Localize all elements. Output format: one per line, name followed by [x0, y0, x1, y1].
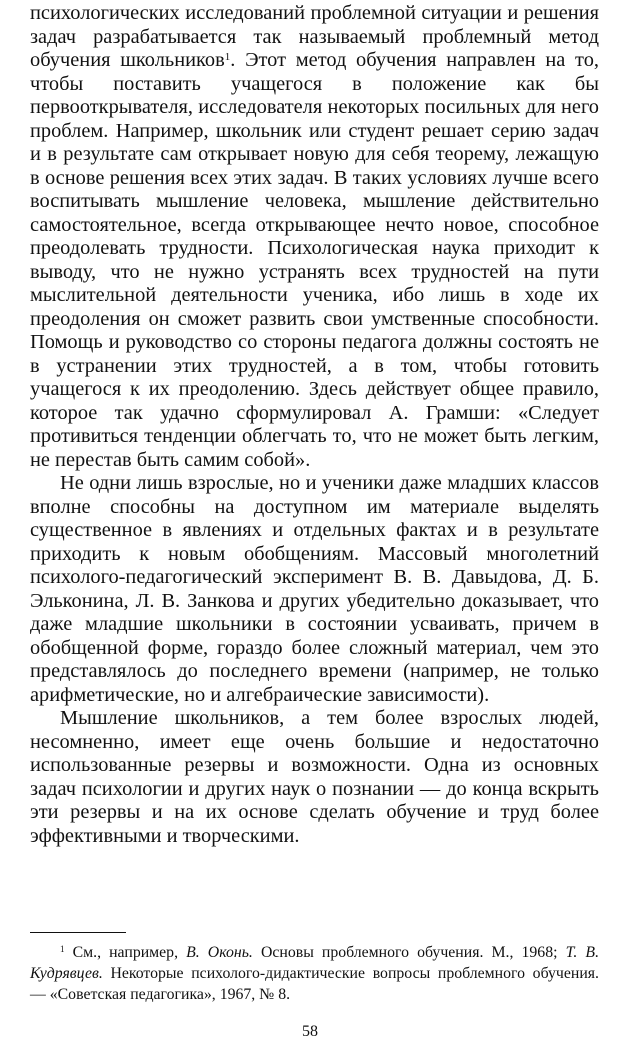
paragraph-1-text-after-note: . Этот метод обучения направлен на то, чтобы поставить учащегося в положение как бы первооткрывателя, исследователя некоторых посильных для него проблем. Например, школьник или студент решает серию задач и в результате сам открывает новую для себя теорему, лежащую в основе решения всех этих задач. В таких условиях лучше всего воспитывать мышление человека, мышление действительно самостоятельное, всегда открывающее нечто новое, способное преодолевать трудности. Психологическая наука приходит к выводу, что не нужно устранять всех трудностей на пути мыслительной деятельности ученика, ибо лишь в ходе их преодоления он сможет развить свои умственные способности. Помощь и руководство со стороны педагога должны состоять не в устранении этих трудностей, а в том, чтобы готовить учащегося к их преодолению. Здесь действует общее правило, которое так удачно сформулировал А. Грамши: «Следует противиться тенденции облегчать то, что не может быть легким, не перестав быть самим собой».: [30, 49, 599, 471]
paragraph-2: Не одни лишь взрослые, но и ученики даже младших классов вполне способны на доступном им материале выделять существенное в явлениях и отдельных фактах и в результате приходить к новым обобщениям. Массовый многолетний психолого-педагогический эксперимент В. В. Давыдова, Д. Б. Эльконина, Л. В. Занкова и других убедительно доказывает, что даже младшие школьники в состоянии усваивать, причем в обобщенной форме, гораздо более сложный материал, чем это представлялось до последнего времени (например, не только арифметические, но и алгебраические зависимости).: [30, 472, 599, 706]
footnote-work-2: Некоторые психолого-дидактические вопросы проблемного обучения. — «Советская педагогика», 1967, № 8.: [30, 965, 599, 1003]
footnote-author-2: Т. В. Кудрявцев.: [30, 944, 600, 982]
paragraph-1-text-before-note: психологических исследований проблемной ситуации и решения задач разрабатывается так называемый проблемный метод обучения школьников: [30, 2, 599, 71]
paragraph-1: [30, 2, 599, 472]
footnote-divider: [30, 932, 126, 933]
footnote-reference-mark: 1: [224, 51, 231, 63]
footnote-work-1: Основы проблемного обучения. М., 1968;: [260, 944, 558, 961]
main-text: [30, 2, 599, 848]
footnote: [30, 942, 599, 1005]
page-number: 58: [302, 1023, 318, 1040]
footnote-intro: См., например,: [72, 944, 179, 961]
footnote-author-1: В. Оконь.: [186, 944, 253, 961]
paragraph-3: Мышление школьников, а тем более взрослых людей, несомненно, имеет еще очень большие и недостаточно использованные резервы и возможности. Одна из основных задач психологии и других наук о познании — до конца вскрыть эти резервы и на их основе сделать обучение и труд более эффективными и творческими.: [30, 707, 599, 847]
footnote-mark: 1: [60, 944, 65, 954]
